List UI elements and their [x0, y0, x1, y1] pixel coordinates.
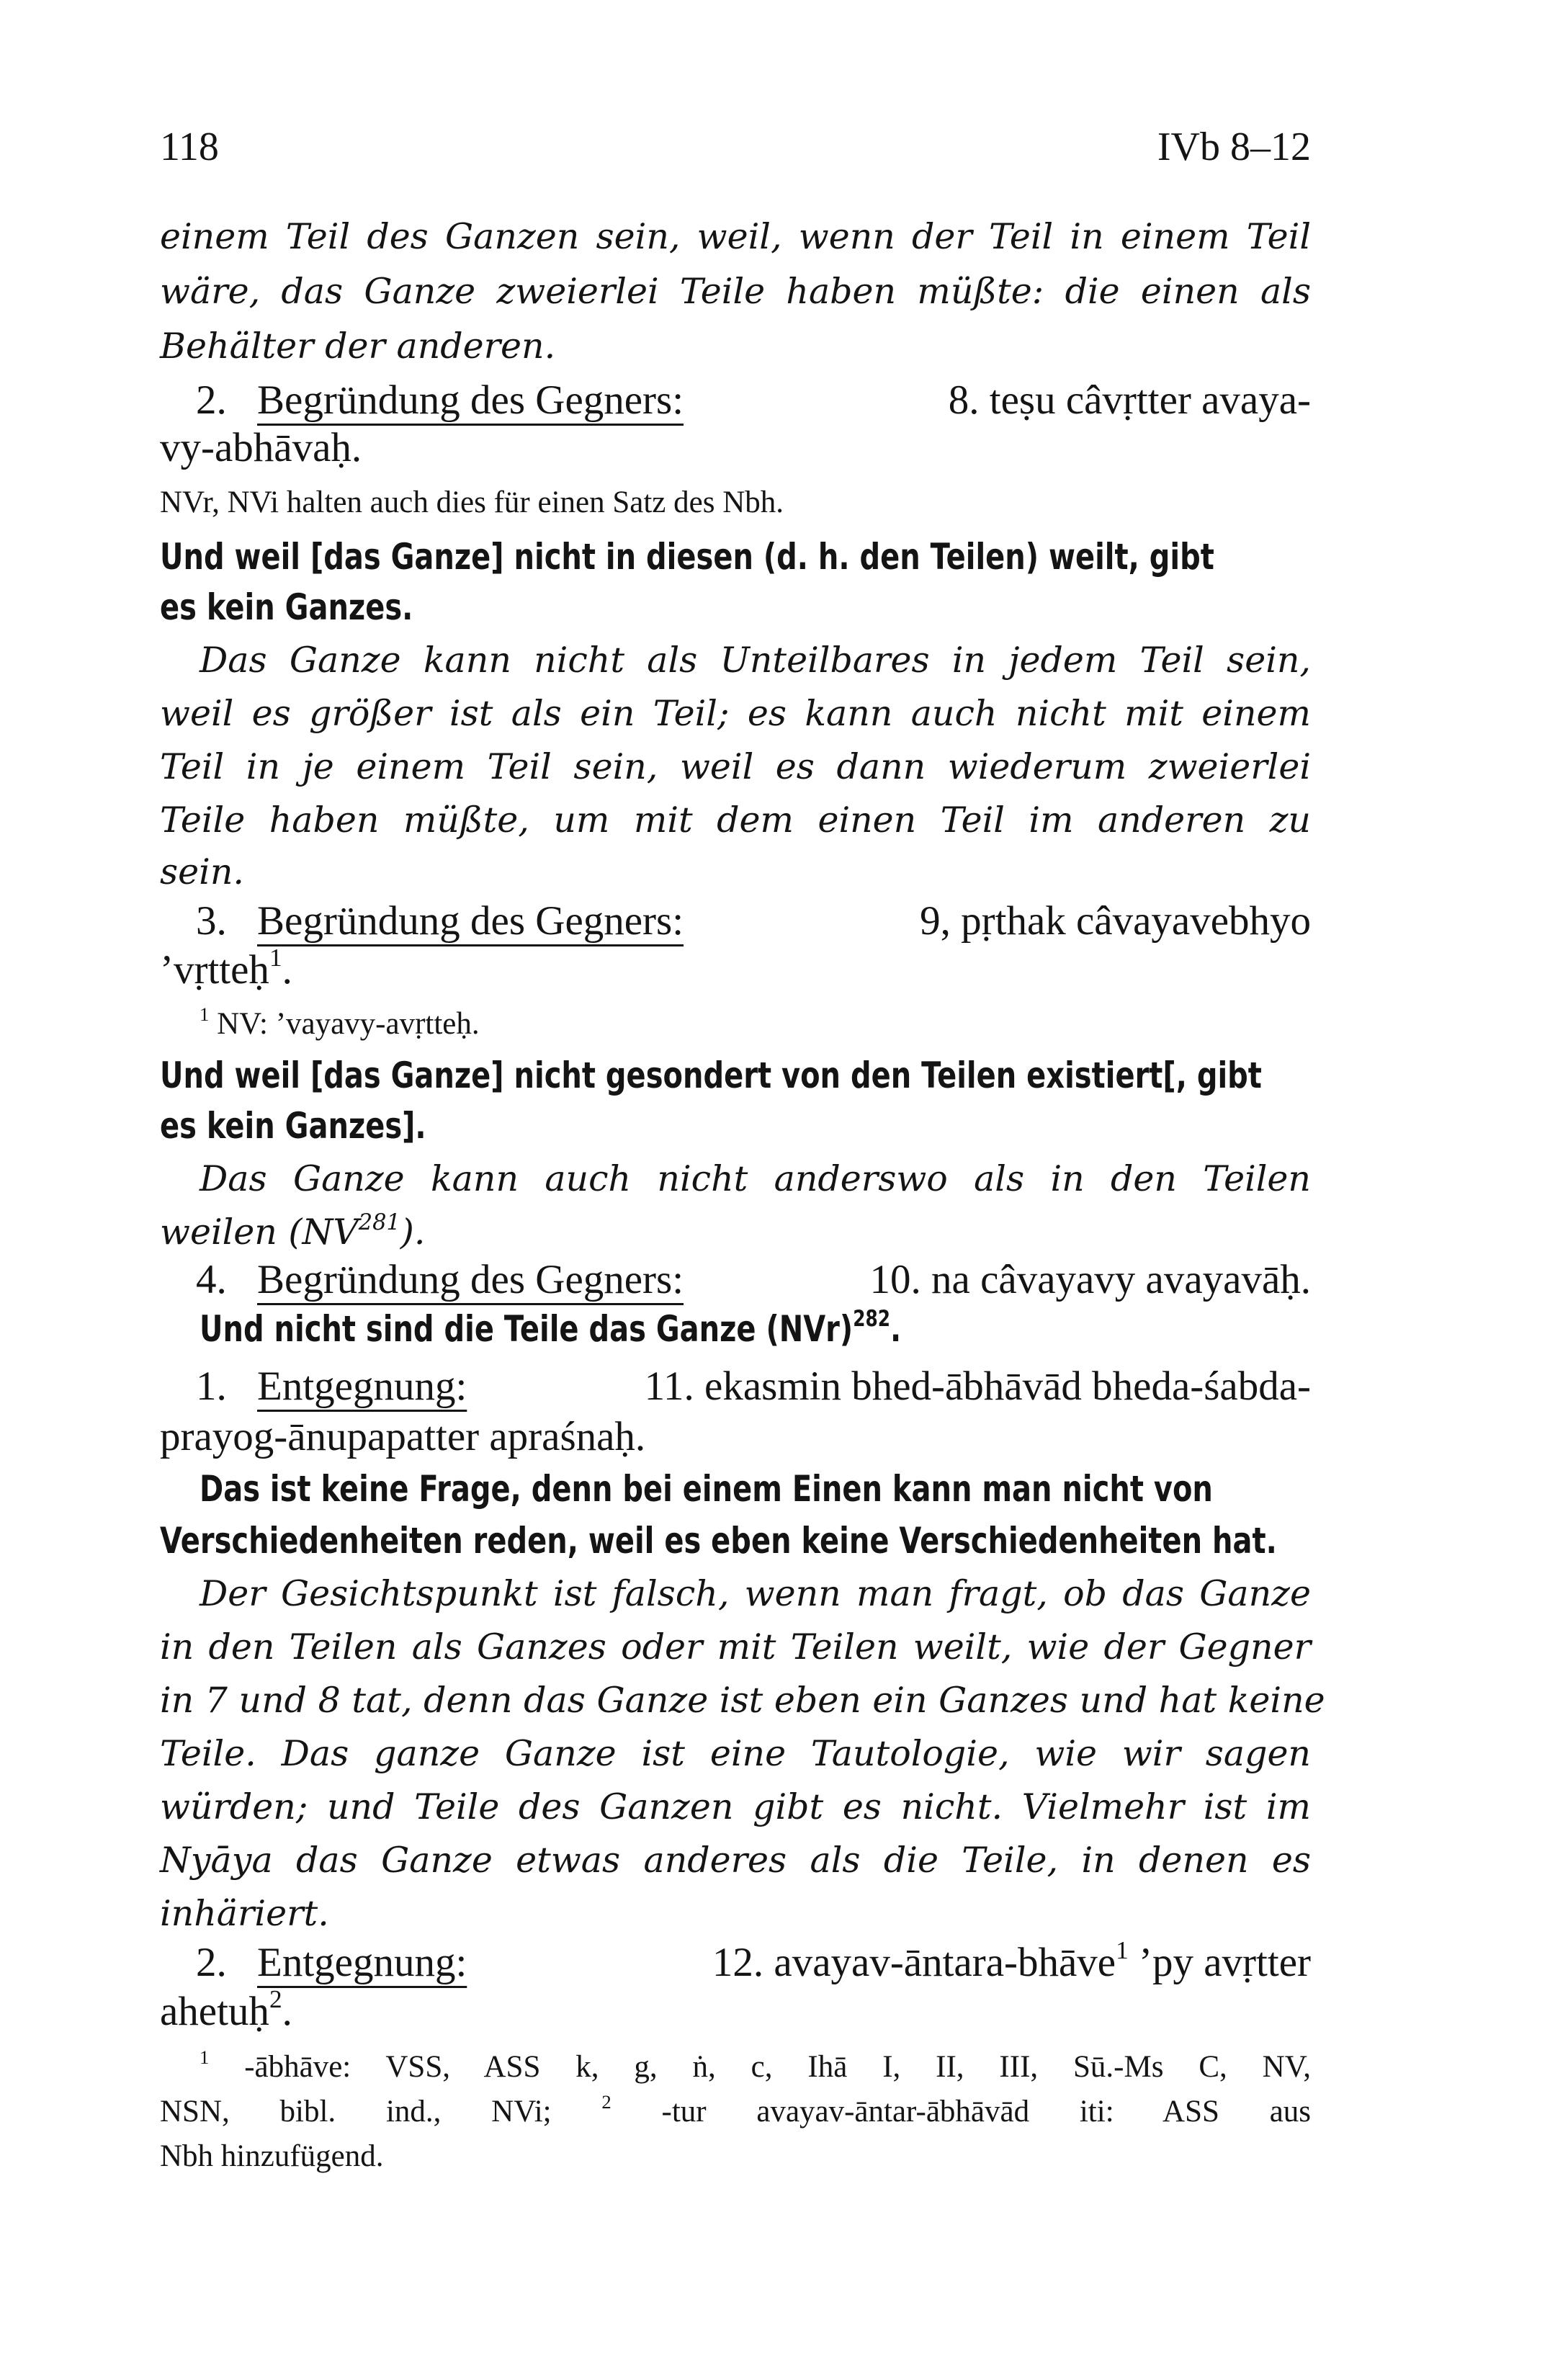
translation-line: weilen (NV$^{281}$).	[160, 1209, 426, 1253]
footnote: NSN, bibl. ind., NVi; $^2$ -tur avayav-āntar-ābhāvād iti: ASS aus	[160, 2091, 1312, 2129]
sutra-number: 2.	[196, 1940, 227, 1985]
objection-label: Begründung des Gegners:	[257, 377, 684, 423]
sutra-text-line: prayog-ānupapatter apraśnaḥ.	[160, 1414, 646, 1459]
sutra-number: 3.	[196, 898, 227, 944]
translation-line: wäre, das Ganze zweierlei Teile haben müßte: die einen als	[160, 271, 1311, 312]
sutra-number: 2.	[196, 377, 227, 423]
sutra-translation-line: Und nicht sind die Teile das Ganze (NVr)$^{282}$.	[200, 1306, 902, 1350]
translation-line: Das Ganze kann auch nicht anderswo als in den Teilen	[200, 1158, 1311, 1199]
sutra-translation-line: Verschiedenheiten reden, weil es eben keine Verschiedenheiten hat.	[160, 1520, 1277, 1562]
sutra-number: 1.	[196, 1364, 227, 1409]
translation-line: würden; und Teile des Ganzen gibt es nicht. Vielmehr ist im	[160, 1786, 1311, 1827]
translation-line: in 7 und 8 tat, denn das Ganze ist eben ein Ganzes und hat keine	[160, 1680, 1325, 1721]
objection-label: Begründung des Gegners:	[257, 1257, 684, 1302]
sutra-translation-line: Und weil [das Ganze] nicht gesondert von den Teilen existiert[, gibt	[160, 1055, 1262, 1096]
footnote-marker: 1	[200, 2046, 210, 2069]
translation-line: Teile. Das ganze Ganze ist eine Tautologie, wie wir sagen	[160, 1733, 1311, 1774]
translation-line: inhäriert.	[160, 1893, 329, 1934]
translation-line: Teile haben müßte, um mit dem einen Teil im anderen zu	[160, 800, 1311, 841]
sutra-text: 8. teṣu câvṛtter avaya-	[948, 377, 1311, 423]
footnote: $^1$ NV: ’vayavy-avṛtteḥ.	[200, 1003, 480, 1041]
translation-line: einem Teil des Ganzen sein, weil, wenn der Teil in einem Teil	[160, 216, 1311, 257]
sutra-translation-line: Das ist keine Frage, denn bei einem Einen kann man nicht von	[200, 1468, 1213, 1510]
sutra-translation-line: es kein Ganzes.	[160, 586, 413, 628]
note-line: NVr, NVi halten auch dies für einen Satz des Nbh.	[160, 485, 784, 519]
translation-line: Behälter der anderen.	[160, 326, 556, 367]
footnote-marker: 1	[200, 1003, 210, 1026]
translation-line: weil es größer ist als ein Teil; es kann auch nicht mit einem	[160, 693, 1311, 734]
sutra-number: 4.	[196, 1257, 227, 1302]
translation-line: Der Gesichtspunkt ist falsch, wenn man fragt, ob das Ganze	[200, 1573, 1311, 1614]
sutra-text: 9, pṛthak câvayavebhyo	[920, 898, 1311, 944]
reply-label: Entgegnung:	[257, 1940, 467, 1985]
translation-line: sein.	[160, 851, 244, 892]
section-reference: IVb 8–12	[1157, 125, 1311, 169]
sutra-translation-line: es kein Ganzes].	[160, 1105, 426, 1147]
reply-label: Entgegnung:	[257, 1364, 467, 1409]
page-number: 118	[160, 125, 219, 169]
translation-line: Teil in je einem Teil sein, weil es dann wiederum zweierlei	[160, 746, 1311, 787]
sutra-text: 11. ekasmin bhed-ābhāvād bheda-śabda-	[644, 1364, 1311, 1409]
sutra-text: 12. avayav-āntara-bhāve$^1$ ’py avṛtter	[712, 1936, 1311, 1985]
sutra-translation-line: Und weil [das Ganze] nicht in diesen (d. h. den Teilen) weilt, gibt	[160, 536, 1214, 578]
translation-line: Nyāya das Ganze etwas anderes als die Teile, in denen es	[160, 1840, 1311, 1881]
objection-label: Begründung des Gegners:	[257, 898, 684, 944]
footnote-marker: 2	[601, 2091, 611, 2113]
footnote: Nbh hinzufügend.	[160, 2139, 384, 2173]
footnote: $^1$ -ābhāve: VSS, ASS k, g, ṅ, c, Ihā I, II, III, Sū.-Ms C, NV,	[200, 2046, 1311, 2084]
sutra-text: 10. na câvayavy avayavāḥ.	[869, 1257, 1311, 1302]
translation-line: in den Teilen als Ganzes oder mit Teilen weilt, wie der Gegner	[160, 1626, 1311, 1668]
sutra-text-line: vy-abhāvaḥ.	[160, 425, 362, 470]
sutra-text-line: ’vṛtteḥ$^1$.	[160, 944, 292, 993]
sutra-text-line: ahetuḥ$^2$.	[160, 1985, 292, 2034]
translation-line: Das Ganze kann nicht als Unteilbares in jedem Teil sein,	[200, 640, 1311, 681]
